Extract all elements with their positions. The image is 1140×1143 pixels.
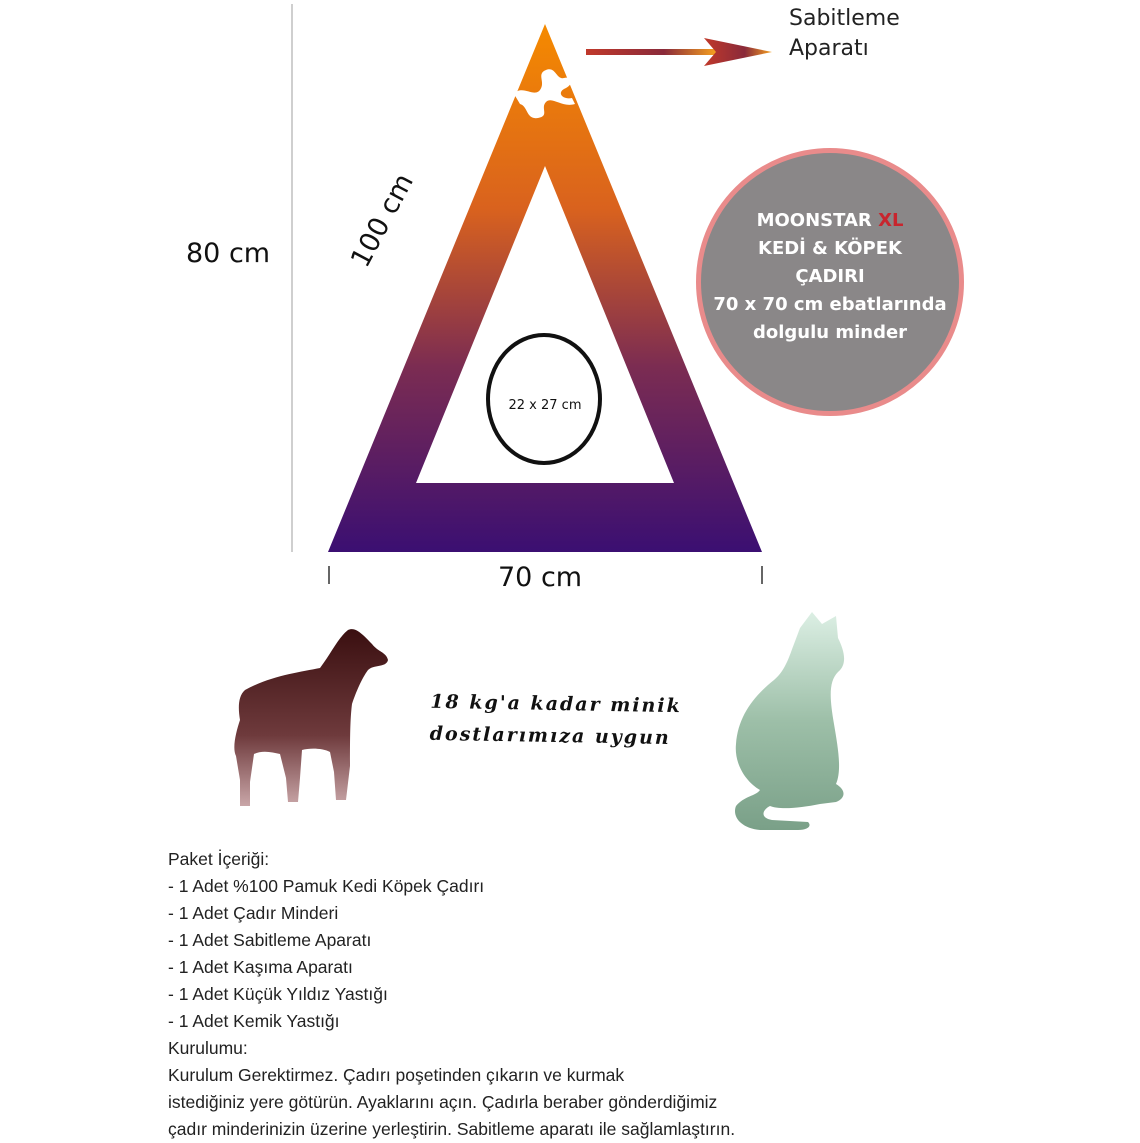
tagline-line2: dostlarımıza uygun (429, 722, 671, 750)
badge-line5: dolgulu minder (752, 322, 908, 343)
setup-line: Kurulum Gerektirmez. Çadırı poşetinden çıkarın ve kurmak (168, 1065, 625, 1085)
badge-line2: KEDİ & KÖPEK (758, 238, 902, 259)
fixing-apparatus-label (789, 4, 900, 64)
badge-size: XL (878, 210, 904, 231)
opening-size-label: 22 x 27 cm (508, 398, 582, 413)
tagline-line1: 18 kg'a kadar minik (430, 690, 682, 718)
setup-line: istediğiniz yere götürün. Ayaklarını açın. Çadırla beraber gönderdiğimiz (168, 1092, 718, 1112)
badge-line3: ÇADIRI (795, 266, 865, 287)
fixing-arrow (586, 38, 772, 66)
setup-line: çadır minderinizin üzerine yerleştirin. Sabitleme aparatı ile sağlamlaştırın. (168, 1119, 736, 1139)
setup-title: Kurulumu: (168, 1038, 248, 1058)
weight-suitability-text (429, 686, 682, 754)
package-content-section (168, 846, 1068, 1143)
badge-line4: 70 x 70 cm ebatlarında (713, 294, 947, 315)
package-item: - 1 Adet Çadır Minderi (168, 903, 339, 923)
height-label: 80 cm (186, 238, 271, 269)
package-item: - 1 Adet %100 Pamuk Kedi Köpek Çadırı (168, 876, 485, 896)
width-label: 70 cm (498, 562, 583, 593)
slant-length-label: 100 cm (345, 168, 420, 273)
fixing-label-line2: Aparatı (789, 36, 869, 61)
product-badge (696, 148, 964, 416)
package-item: - 1 Adet Kaşıma Aparatı (168, 957, 353, 977)
package-title: Paket İçeriği: (168, 849, 270, 869)
package-item: - 1 Adet Küçük Yıldız Yastığı (168, 984, 388, 1004)
cat-silhouette-icon (735, 612, 844, 830)
dog-silhouette-icon (234, 629, 388, 806)
badge-brand-line (757, 207, 904, 235)
package-item: - 1 Adet Sabitleme Aparatı (168, 930, 372, 950)
package-item: - 1 Adet Kemik Yastığı (168, 1011, 340, 1031)
fixing-label-line1: Sabitleme (789, 6, 900, 31)
badge-brand: MOONSTAR (756, 210, 872, 231)
